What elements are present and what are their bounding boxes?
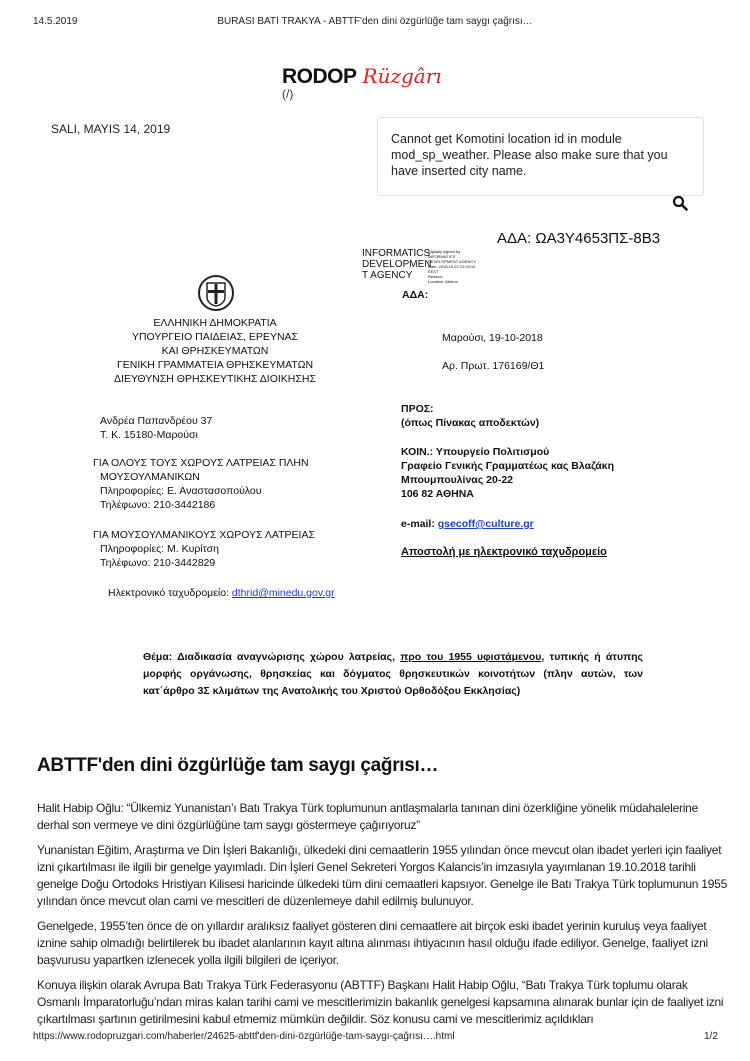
email2-link[interactable]: gsecoff@culture.gr [437,518,534,530]
paragraph: Konuya ilişkin olarak Avrupa Batı Trakya Türk Federasyonu (ABTTF) Başkanı Halit Habip Oğlu, “Batı Trakya Türk toplumu olarak Osmanlı İmparatorluğu’ndan miras kalan tarihi cami ve mescitlerimizin bakanlık genelgesi kapsamına alınarak bunlar için de faaliyet izni çıkartılması şartının getirilmesini kabul etmemiz mümkün değildir. Söz konusu cami ve mescitlerimiz açıldıkları [37,978,724,1026]
contact-muslim: ΓΙΑ ΜΟΥΣΟΥΛΜΑΝΙΚΟΥΣ ΧΩΡΟΥΣ ΛΑΤΡΕΙΑΣ Πληροφορίες: Μ. Κυρίτση Τηλέφωνο: 210-3442829 [93,529,315,569]
protocol-number: Αρ. Πρωτ. 176169/Θ1 [442,360,545,372]
site-logo[interactable] [282,64,442,101]
article-image-letter [60,228,700,723]
print-title: BURASI BATI TRAKYA - ABTTF'den dini özgürlüğe tam saygı çağrısı… [217,16,533,27]
site-date: SALI, MAYIS 14, 2019 [51,122,171,136]
email2-line: e-mail: gsecoff@culture.gr [401,518,534,530]
paragraph: Genelgede, 1955’ten önce de on yıllardır aralıksız faaliyet gösteren dini cemaatlere ait birçok eski ibadet yerinin kuruluş veya faaliyet iznine sahip olmadığı belirtilerek bu ibadet alanlarının kayıt altına alınması ihtiyacının hasıl olduğu ifade ediliyor. Genelge, faaliyet izni başvurusu yapartken izlenecek yolla ilgili bilgileri de içeriyor. [37,919,708,967]
signer: INFORMATICS DEVELOPMEN T AGENCY [362,248,432,281]
article-title: ABTTF'den dini özgürlüğe tam saygı çağrısı… [37,755,439,776]
sent-by: Αποστολή με ηλεκτρονικό ταχυδρομείο [401,546,607,558]
recipients: ΠΡΟΣ: (όπως Πίνακας αποδεκτών) [401,403,540,429]
digital-signature: Digitally signed by INFORMATICS DEVELOPMENT AGENCY Date: 2018.10.22 12:29:10 EEST Reason: Location: Athens [428,249,476,284]
greek-emblem-icon [196,273,236,318]
logo-sub: (/) [282,87,294,101]
page-number: 1/2 [704,1031,718,1042]
paragraph: Halit Habip Oğlu: “Ülkemiz Yunanistan’ı Batı Trakya Türk toplumunun antlaşmalarla tanınan dini özerkliğine yönelik müdahalelerine derhal son vermeye ve dini özgürlüğüne tam saygı göstermeye çağırıyoruz” [37,801,699,832]
place-date: Μαρούσι, 19-10-2018 [442,332,543,344]
logo-ruzgari: Rüzgârı [362,64,442,88]
ada-label: ΑΔΑ: [402,289,429,301]
koin: ΚΟΙΝ.: Υπουργείο Πολιτισμού Γραφείο Γενικής Γραμματέως κας Βλαζάκη Μπουμπουλίνας 20-22 106 82 ΑΘΗΝΑ [401,446,614,500]
letter-subject: Θέμα: Διαδικασία αναγνώρισης χώρου λατρείας, προ του 1955 υφιστάμενου, τυπικής ή άτυπης μορφής οργάνωσης, θρησκείας και δόγματος θρησκευτικών κοινοτήτων (πλην αυτών, των κατ΄άρθρο 3Σ κλιμάτων της Ανατολικής του Χριστού Ορθοδόξου Εκκλησίας) [143,651,643,697]
ada-top: ΑΔΑ: ΩΑ3Υ4653ΠΣ-8Β3 [497,230,661,247]
weather-widget: Cannot get Komotini location id in module mod_sp_weather. Please also make sure that you have inserted city name. [377,117,704,196]
print-date: 14.5.2019 [33,16,78,27]
email-link[interactable]: dthrid@minedu.gov.gr [231,587,335,599]
search-icon[interactable] [672,195,688,216]
paragraph: Yunanistan Eğitim, Araştırma ve Din İşleri Bakanlığı, ülkedeki dini cemaatlerin 1955 yılından önce mevcut olan ibadet yerleri için faaliyet izni çıkartılması ile ilgili bir genelge yayımladı. Din İşleri Genel Sekreteri Yorgos Kalancis’in imzasıyla yayımlanan 19.10.2018 tarihli genelge Doğu Ortodoks Hristiyan Kilisesi haricinde ülkedeki tüm dini cemaatleri kapsıyor. Genelge ile Batı Trakya Türk toplumunun 1955 yılından önce mevcut olan cami ve mescitleri de düzenlemeye dahil edilmiş bulunuyor. [37,843,727,908]
print-url: https://www.rodopruzgari.com/haberler/24625-abttf'den-dini-özgürlüğe-tam-saygı-çağrısı….html [33,1031,455,1042]
logo-rodop: RODOP [282,65,357,88]
article-body [37,800,727,1036]
email-line: Ηλεκτρονικό ταχυδρομείο: dthrid@minedu.gov.gr [108,587,335,599]
letter-header: ΕΛΛΗΝΙΚΗ ΔΗΜΟΚΡΑΤΙΑ ΥΠΟΥΡΓΕΙΟ ΠΑΙΔΕΙΑΣ, ΕΡΕΥΝΑΣ ΚΑΙ ΘΡΗΣΚΕΥΜΑΤΩΝ ΓΕΝΙΚΗ ΓΡΑΜΜΑΤΕΙΑ ΘΡΗΣΚΕΥΜΑΤΩΝ ΔΙΕΥΘΥΝΣΗ ΘΡΗΣΚΕΥΤΙΚΗΣ ΔΙΟΙΚΗΣΗΣ [114,317,316,385]
contact-general: ΓΙΑ ΟΛΟΥΣ ΤΟΥΣ ΧΩΡΟΥΣ ΛΑΤΡΕΙΑΣ ΠΛΗΝ ΜΟΥΣΟΥΛΜΑΝΙΚΩΝ Πληροφορίες: Ε. Αναστασοπούλου Τηλέφωνο: 210-3442186 [93,457,309,511]
address: Ανδρέα Παπανδρέου 37 Τ. Κ. 15180-Μαρούσι [100,415,213,441]
